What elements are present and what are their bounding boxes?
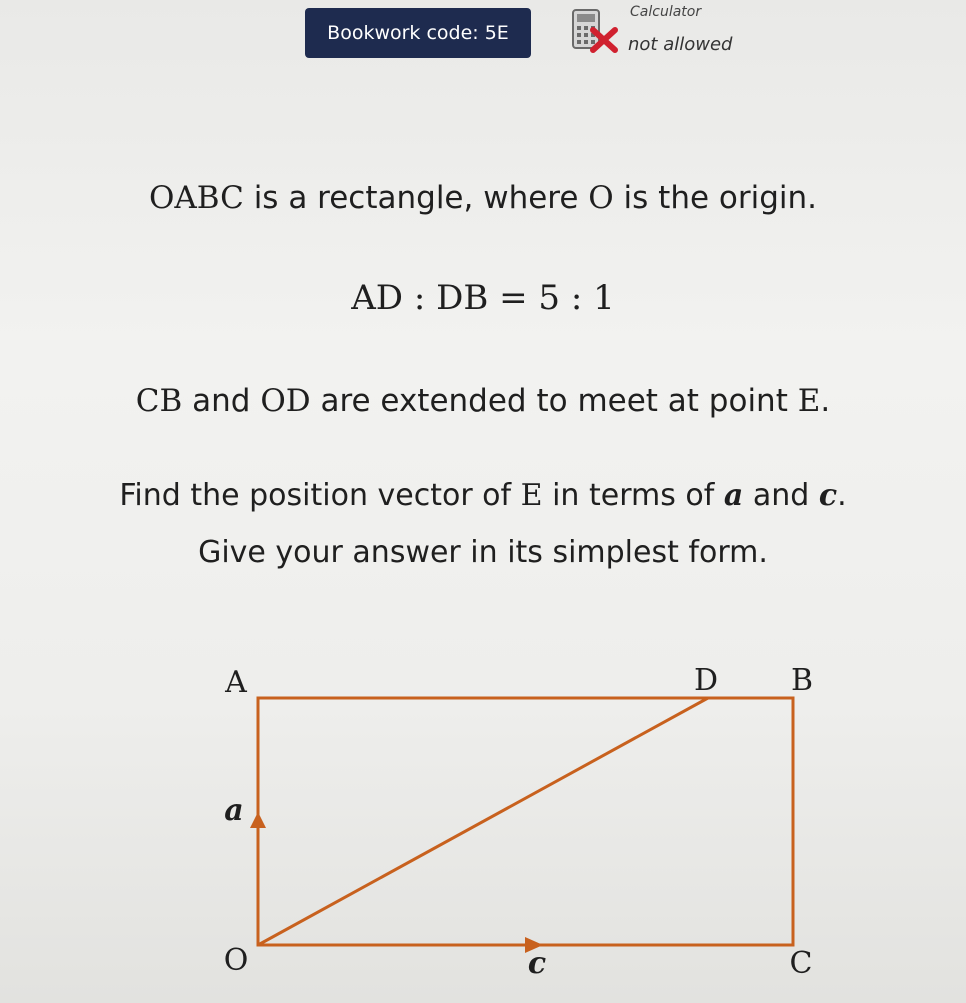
text: is a rectangle, where	[243, 180, 589, 216]
calculator-status: not allowed	[628, 34, 733, 55]
calculator-not-allowed-icon	[567, 8, 619, 54]
math-o: O	[588, 180, 614, 216]
bookwork-code-badge	[305, 8, 531, 58]
vector-label-c: c	[527, 946, 547, 981]
math-oabc: OABC	[148, 180, 244, 216]
text: is the origin.	[613, 180, 818, 216]
question-line-5: Give your answer in its simplest form.	[198, 535, 768, 570]
text: and	[743, 478, 819, 513]
label-o: O	[223, 943, 249, 978]
rectangle-oabc	[258, 698, 793, 945]
label-b: B	[790, 663, 814, 698]
text: in terms of	[542, 478, 724, 513]
top-bar	[0, 0, 966, 70]
question-line-1	[0, 180, 966, 216]
question-line-3	[0, 383, 966, 419]
vector-a: a	[723, 478, 744, 513]
arrow-a	[250, 812, 266, 828]
line-od	[258, 698, 708, 945]
text: and	[182, 383, 261, 419]
vector-c: c	[818, 478, 838, 513]
vector-label-a: a	[224, 793, 244, 828]
rectangle-diagram	[0, 640, 966, 1003]
calculator-label: Calculator	[630, 4, 702, 20]
bookwork-code-text: Bookwork code: 5E	[327, 22, 509, 44]
text: .	[820, 383, 831, 419]
text: .	[837, 478, 847, 513]
math-e: E	[797, 383, 821, 419]
text: Find the position vector of	[119, 478, 521, 513]
math-od: OD	[260, 383, 311, 419]
math-e: E	[520, 478, 543, 513]
question-line-4	[0, 478, 966, 513]
ratio-line: AD : DB = 5 : 1	[351, 278, 615, 318]
label-c: C	[789, 946, 813, 981]
text: are extended to meet at point	[310, 383, 798, 419]
diagram-lines	[250, 698, 793, 953]
label-a: A	[225, 665, 247, 700]
label-d: D	[693, 663, 719, 698]
math-cb: CB	[135, 383, 183, 419]
